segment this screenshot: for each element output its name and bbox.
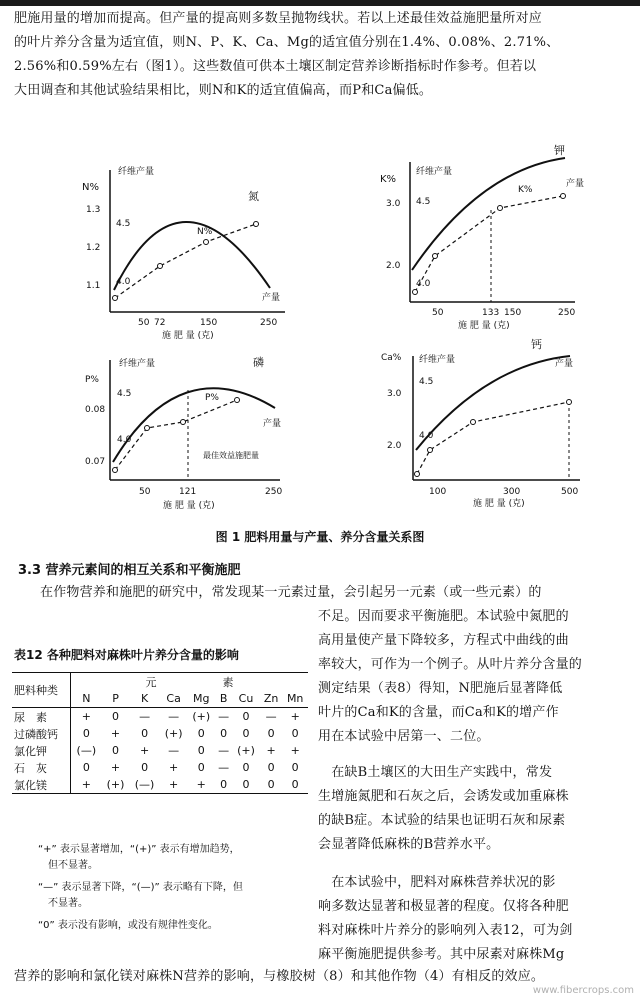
column-header: B xyxy=(215,690,232,708)
x-tick: 50 xyxy=(138,318,150,328)
x-tick: 250 xyxy=(260,318,278,328)
table-cell: 0 xyxy=(197,727,205,740)
section-title: 3.3 营养元素间的相互关系和平衡施肥 xyxy=(18,563,241,578)
table-cell: (+) xyxy=(102,776,130,794)
column-header: Zn xyxy=(260,690,283,708)
yield-label: 产量 xyxy=(262,293,281,303)
x-axis-label: 施 肥 量 (克) xyxy=(162,331,214,340)
curve-label: 钙 xyxy=(531,338,542,351)
y-right-tick: 4.0 xyxy=(419,431,434,441)
table-cell: 0 xyxy=(242,761,250,774)
right-text-line: 率较大，可作为一个例子。从叶片养分含量的 xyxy=(318,657,583,672)
y-tick: 2.0 xyxy=(387,441,402,451)
x-axis-label: 施 肥 量 (克) xyxy=(163,501,215,511)
table-cell: 0 xyxy=(112,744,120,757)
right-text-line: 会显著降低麻株的B营养水平。 xyxy=(318,837,500,852)
table-cell: + xyxy=(110,727,121,740)
row-name: 石 灰 xyxy=(12,759,71,776)
paragraph-1-line-3: 2.56%和0.59%左右（图1）。这些数值可供本土壤区制定营养诊断指标时作参考。但若以 xyxy=(14,59,537,74)
table-cell: 0 xyxy=(220,727,228,740)
y-tick: 0.07 xyxy=(85,457,106,467)
right-text-line: 的缺B症。本试验的结果也证明石灰和尿素 xyxy=(318,813,566,828)
table-title: 表12 各种肥料对麻株叶片养分含量的影响 xyxy=(14,648,239,662)
column-header: Cu xyxy=(232,690,260,708)
right-text-line: 叶片的Ca和K的含量，而Ca和K的增产作 xyxy=(318,705,559,720)
data-point xyxy=(113,296,118,301)
right-text-line: 麻平衡施肥提供参考。其中尿素对麻株Mg xyxy=(318,947,565,962)
column-header: K xyxy=(129,690,159,708)
x-tick: 250 xyxy=(558,308,576,318)
table-row xyxy=(12,708,308,726)
row-name: 氯化钾 xyxy=(12,742,71,759)
right-text-line: 响多数达显著和极显著的程度。仅将各种肥 xyxy=(318,899,569,914)
table-cell: + xyxy=(110,761,121,774)
right-text-line: 不足。因而要求平衡施肥。本试验中氮肥的 xyxy=(318,609,569,624)
table-cell: + xyxy=(169,761,179,774)
data-point xyxy=(415,472,420,477)
y-right-tick: 4.5 xyxy=(116,219,131,229)
row-name: 尿 素 xyxy=(12,708,71,726)
x-tick: 133 xyxy=(482,308,500,318)
yield-label: 产量 xyxy=(566,179,585,189)
right-text-line: 在缺B土壤区的大田生产实践中，常发 xyxy=(318,765,553,780)
table-12 xyxy=(12,672,308,794)
table-cell: (+) xyxy=(237,744,255,757)
table-cell: 0 xyxy=(197,744,205,757)
watermark: www.fibercrops.com xyxy=(532,985,634,996)
y-right-label: 纤维产量 xyxy=(416,167,453,177)
column-header: P xyxy=(102,690,130,708)
table-cell: (+) xyxy=(192,710,211,723)
right-text-line: 测定结果（表8）得知，N肥施后显著降低 xyxy=(318,681,563,696)
top-rule xyxy=(0,0,640,6)
table-cell: + xyxy=(71,776,102,794)
table-cell: 0 xyxy=(267,761,275,774)
y-tick: 2.0 xyxy=(386,261,401,271)
line-label: K% xyxy=(518,185,533,195)
y-tick: 3.0 xyxy=(387,389,402,399)
table-cell: 0 xyxy=(242,727,250,740)
column-header: Mn xyxy=(282,690,308,708)
table-cell: 0 xyxy=(215,776,232,794)
data-point xyxy=(145,426,150,431)
table-row xyxy=(12,776,308,794)
table-cell: + xyxy=(290,744,300,757)
right-text-line: 料对麻株叶片养分的影响列入表12，可为剑 xyxy=(318,923,573,938)
figure-panel-n xyxy=(70,150,310,340)
table-cell: — xyxy=(168,744,180,757)
y-left-label: K% xyxy=(380,174,397,185)
nutrient-line xyxy=(415,196,563,292)
y-right-label: 纤维产量 xyxy=(119,359,156,369)
table-cell: 0 xyxy=(232,776,260,794)
y-right-tick: 4.0 xyxy=(116,277,131,287)
x-tick: 72 xyxy=(154,318,166,328)
yield-curve xyxy=(114,222,270,290)
x-tick: 50 xyxy=(432,308,444,318)
row-name: 氯化镁 xyxy=(12,776,71,794)
column-header: N xyxy=(71,690,102,708)
right-text-line: 在本试验中，肥料对麻株营养状况的影 xyxy=(318,875,556,890)
table-cell: + xyxy=(81,710,91,723)
x-tick: 300 xyxy=(503,487,521,497)
table-row xyxy=(12,759,308,776)
table-cell: (—) xyxy=(129,776,159,794)
data-point xyxy=(204,240,209,245)
row-header: 肥料种类 xyxy=(12,673,71,708)
table-cell: 0 xyxy=(282,776,308,794)
yield-label: 产量 xyxy=(263,419,282,429)
y-right-tick: 4.0 xyxy=(416,279,431,289)
right-text-line: 用在本试验中居第一、二位。 xyxy=(318,729,490,744)
curve-label: 氮 xyxy=(248,190,259,203)
data-point xyxy=(567,400,572,405)
paragraph-1-line-4: 大田调查和其他试验结果相比，则N和K的适宜值偏高，而P和Ca偏低。 xyxy=(14,83,433,98)
nutrient-line xyxy=(115,224,256,298)
y-left-label: P% xyxy=(85,375,99,385)
data-point xyxy=(433,254,438,259)
y-right-tick: 4.5 xyxy=(117,389,132,399)
table-note: 但不显著。 xyxy=(48,860,98,871)
y-right-tick: 4.5 xyxy=(416,197,431,207)
right-text-line: 高用量使产量下降较多，方程式中曲线的曲 xyxy=(318,633,569,648)
y-left-label: Ca% xyxy=(381,353,402,363)
right-text-line: 生增施氮肥和石灰之后，会诱发或加重麻株 xyxy=(318,789,569,804)
table-note: “0” 表示没有影响，或没有规律性变化。 xyxy=(38,920,218,931)
table-cell: + xyxy=(160,776,188,794)
y-tick: 1.3 xyxy=(86,205,101,215)
x-tick: 150 xyxy=(200,318,218,328)
row-name: 过磷酸钙 xyxy=(12,725,71,742)
table-cell: + xyxy=(290,710,300,723)
nutrient-line xyxy=(417,402,569,474)
table-row xyxy=(12,742,308,759)
line-label: P% xyxy=(205,393,219,403)
table-cell: + xyxy=(139,744,150,757)
y-tick: 0.08 xyxy=(85,405,106,415)
table-note: 不显著。 xyxy=(48,898,88,909)
x-tick: 50 xyxy=(139,487,151,497)
table-cell: — xyxy=(218,710,230,723)
data-point xyxy=(254,222,259,227)
x-tick: 100 xyxy=(429,487,447,497)
curve-label: 磷 xyxy=(253,356,264,369)
table-cell: 0 xyxy=(141,761,149,774)
figure-panel-k xyxy=(370,140,610,330)
figure-caption: 图 1 肥料用量与产量、养分含量关系图 xyxy=(215,530,425,544)
table-cell: 0 xyxy=(197,761,205,774)
table-cell: 0 xyxy=(112,710,120,723)
paragraph-3-line: 营养的影响和氯化镁对麻株N营养的影响，与橡胶树（8）和其他作物（4）有相反的效应。 xyxy=(14,969,545,984)
x-tick: 250 xyxy=(265,487,283,497)
figure-panel-p xyxy=(85,330,305,520)
x-tick: 500 xyxy=(561,487,579,497)
table-cell: 0 xyxy=(291,761,299,774)
data-point xyxy=(113,468,118,473)
table-note: “—” 表示显著下降，“(—)” 表示略有下降，但 xyxy=(38,882,243,893)
table-cell: (+) xyxy=(164,727,183,740)
table-cell: 0 xyxy=(242,710,250,723)
data-point xyxy=(181,420,186,425)
line-label: N% xyxy=(197,227,213,237)
data-point xyxy=(498,206,503,211)
figure-panel-ca xyxy=(375,330,600,520)
paragraph-1-line-1: 肥施用量的增加而提高。但产量的提高则多数呈抛物线状。若以上述最佳效益施肥量所对应 xyxy=(14,11,543,26)
annotation-label: 最佳效益施肥量 xyxy=(203,451,259,460)
data-point xyxy=(158,264,163,269)
x-tick: 121 xyxy=(179,487,197,497)
paragraph-2-line-1: 在作物营养和施肥的研究中，常发现某一元素过量，会引起另一元素（或一些元素）的 xyxy=(40,585,542,600)
curve-label: 钾 xyxy=(554,144,565,157)
yield-curve xyxy=(416,356,570,450)
data-point xyxy=(471,420,476,425)
table-cell: 0 xyxy=(267,727,275,740)
y-right-label: 纤维产量 xyxy=(419,355,456,365)
table-cell: — xyxy=(218,761,230,774)
table-cell: — xyxy=(218,744,230,757)
yield-label: 产量 xyxy=(555,359,574,369)
table-cell: — xyxy=(139,710,151,723)
paragraph-1-line-2: 的叶片养分含量为适宜值，则N、P、K、Ca、Mg的适宜值分别在1.4%、0.08%、2.71%、 xyxy=(14,35,560,50)
y-tick: 1.1 xyxy=(86,281,101,291)
table-cell: 0 xyxy=(291,727,299,740)
table-cell: 0 xyxy=(141,727,149,740)
y-right-tick: 4.0 xyxy=(117,435,132,445)
x-axis-label: 施 肥 量 (克) xyxy=(473,499,525,509)
data-point xyxy=(413,290,418,295)
table-cell: — xyxy=(168,710,180,723)
x-tick: 150 xyxy=(504,308,522,318)
column-header: Mg xyxy=(187,690,215,708)
x-axis-label: 施 肥 量 (克) xyxy=(458,321,510,330)
table-row xyxy=(12,725,308,742)
table-cell: — xyxy=(265,710,277,723)
table-cell: (—) xyxy=(76,744,97,757)
group-header: 元 素 xyxy=(145,675,234,689)
table-cell: 0 xyxy=(82,727,90,740)
table-note: “+” 表示显著增加，“(+)” 表示有增加趋势， xyxy=(38,844,240,855)
table-cell: + xyxy=(266,744,276,757)
column-header: Ca xyxy=(160,690,188,708)
table-cell: 0 xyxy=(82,761,90,774)
y-right-label: 纤维产量 xyxy=(118,167,155,177)
y-tick: 1.2 xyxy=(86,243,101,253)
table-cell: 0 xyxy=(260,776,283,794)
y-left-label: N% xyxy=(82,182,99,193)
data-point xyxy=(561,194,566,199)
y-right-tick: 4.5 xyxy=(419,377,434,387)
y-tick: 3.0 xyxy=(386,199,401,209)
table-cell: + xyxy=(187,776,215,794)
data-point xyxy=(235,398,240,403)
data-point xyxy=(428,448,433,453)
